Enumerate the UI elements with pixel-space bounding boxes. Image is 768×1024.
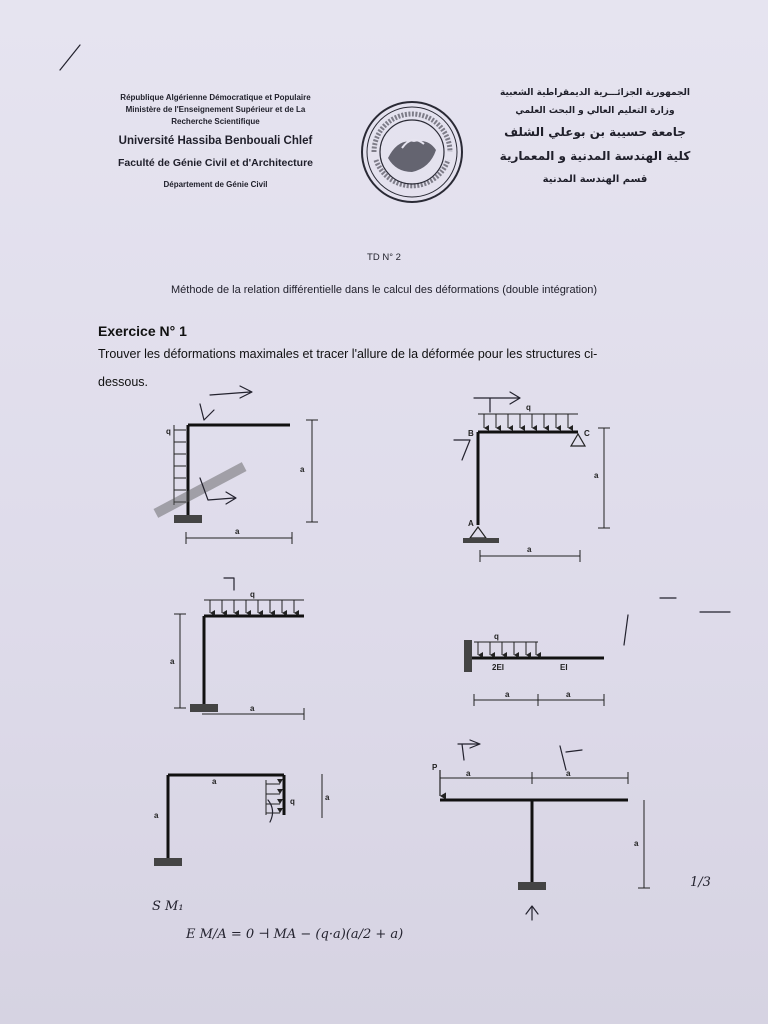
header-faculty: Faculté de Génie Civil et d'Architecture	[117, 157, 314, 169]
fixed-support-icon	[518, 882, 546, 890]
exercise-line2: dessous.	[98, 375, 149, 389]
pen-mark-icon	[154, 462, 247, 518]
fig2-B-label: B	[468, 429, 474, 438]
header-ar-line2: وزارة التعليم العالي و البحث العلمي	[515, 106, 675, 116]
header-university: Université Hassiba Benbouali Chlef	[118, 135, 313, 147]
header-fr-line1: République Algérienne Démocratique et Populaire	[120, 93, 311, 102]
header-fr-line3: Recherche Scientifique	[171, 117, 260, 126]
roller-support-icon	[571, 434, 585, 446]
handwritten-note-sm: S M₁	[152, 899, 184, 914]
handwritten-page-number: 1/3	[690, 875, 711, 890]
fig6-p-label: P	[432, 763, 438, 772]
figure-3	[170, 590, 304, 720]
fig5-q-label: q	[290, 797, 295, 806]
header-ar-line1: الجمهورية الجزائـــرية الديمقراطية الشعبية	[499, 88, 691, 98]
figure-1	[154, 420, 318, 544]
header-ar-department: قسم الهندسة المدنية	[542, 174, 648, 185]
figure-6	[432, 763, 650, 890]
fig2-C-label: C	[584, 429, 590, 438]
fig1-q-label: q	[166, 427, 171, 436]
fig5-a-vertical: a	[154, 811, 159, 820]
document-subtitle: Méthode de la relation différentielle dans le calcul des déformations (double intégration)	[170, 284, 597, 296]
header-fr-line2: Ministère de l'Enseignement Supérieur et de La	[125, 105, 306, 114]
fig5-a-side: a	[325, 793, 330, 802]
fig6-a-vertical: a	[634, 839, 639, 848]
fig4-2ei-label: 2EI	[492, 663, 505, 672]
fig2-q-label: q	[526, 403, 531, 412]
fig3-q-label: q	[250, 590, 255, 599]
fixed-support-icon	[190, 704, 218, 712]
fixed-support-icon	[464, 640, 472, 672]
fig1-a-horizontal: a	[235, 527, 240, 536]
figure-2	[463, 403, 610, 562]
handwriting	[60, 45, 730, 942]
fig4-a-left: a	[505, 690, 510, 699]
handwritten-equation: E M/A = 0 ⊣ MA − (q·a)(a/2 + a)	[186, 927, 404, 942]
pin-support-icon	[470, 527, 486, 538]
header-department: Département de Génie Civil	[163, 180, 268, 189]
exercise-title: Exercice N° 1	[98, 323, 187, 339]
fig5-a-top: a	[212, 777, 217, 786]
fig3-a-vertical: a	[170, 657, 175, 666]
fig6-a-right: a	[566, 769, 571, 778]
fig4-ei-label: EI	[560, 663, 568, 672]
fig6-a-left: a	[466, 769, 471, 778]
figure-4	[464, 632, 604, 706]
fig4-a-right: a	[566, 690, 571, 699]
fixed-support-icon	[174, 515, 202, 523]
fig4-q-label: q	[494, 632, 499, 641]
figure-5	[154, 774, 330, 866]
exercise-line1: Trouver les déformations maximales et tracer l'allure de la déformée pour les structures ci-	[98, 347, 598, 361]
fixed-support-icon	[154, 858, 182, 866]
td-title: TD N° 2	[367, 252, 401, 263]
fig2-a-horizontal: a	[527, 545, 532, 554]
fig3-a-horizontal: a	[250, 704, 255, 713]
fig2-A-label: A	[468, 519, 474, 528]
fig1-a-vertical: a	[300, 465, 305, 474]
header-ar-faculty: كلية الهندسة المدنية و المعمارية	[499, 149, 691, 163]
fig2-a-vertical: a	[594, 471, 599, 480]
header-ar-university: جامعة حسيبة بن بوعلي الشلف	[504, 125, 686, 139]
